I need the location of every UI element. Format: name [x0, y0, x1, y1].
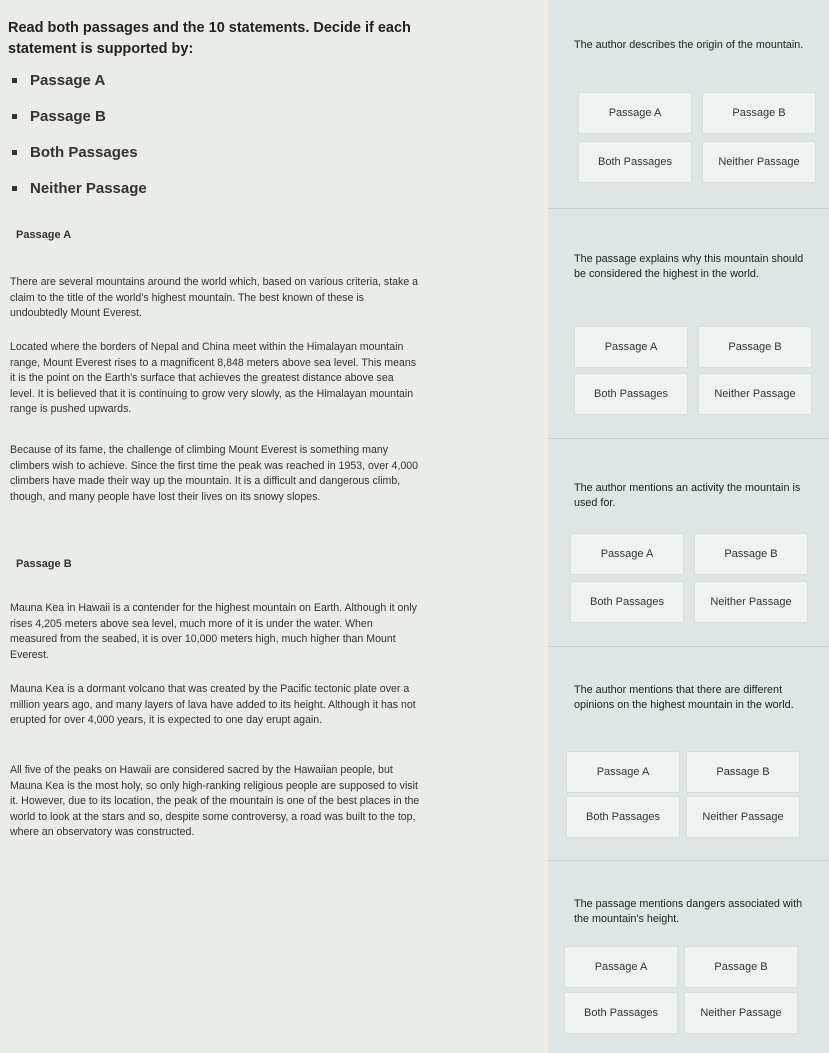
answer-passage-a-button[interactable]: Passage A [574, 326, 688, 368]
passage-b-paragraph: Mauna Kea is a dormant volcano that was created by the Pacific tectonic plate over a million years ago, and many layers of lava have added to its height. Although it has not erupted for over 4,000 years, it is expected to one day erupt again. [10, 683, 416, 727]
option-label: Passage B [30, 107, 106, 125]
passage-b-paragraph: All five of the peaks on Hawaii are considered sacred by the Hawaiian people, but Mauna Kea is the most holy, so only high-ranking religious people are supposed to visit it. However, due to its location, the peak of the mountain is one of the best places in the world to look at the stars and so, despite some controversy, a road was built to the top, where an observatory was constructed. [10, 764, 420, 839]
question-text: The author mentions that there are different opinions on the highest mountain in the world. [574, 684, 794, 711]
option-item [12, 98, 147, 134]
answer-passage-a-button[interactable]: Passage A [564, 946, 678, 988]
answer-both-passages-button[interactable]: Both Passages [578, 141, 692, 183]
question-text: The author mentions an activity the mountain is used for. [574, 482, 801, 509]
option-label: Passage A [30, 71, 106, 89]
answer-neither-passage-button[interactable]: Neither Passage [684, 992, 798, 1034]
bullet-icon [12, 78, 17, 83]
answer-both-passages-button[interactable]: Both Passages [566, 796, 680, 838]
question-divider [548, 438, 829, 439]
option-label: Neither Passage [30, 179, 147, 197]
question-card [556, 252, 818, 281]
option-item [12, 170, 147, 206]
bullet-icon [12, 150, 17, 155]
answer-passage-b-button[interactable]: Passage B [698, 326, 812, 368]
answer-passage-b-button[interactable]: Passage B [694, 533, 808, 575]
answer-passage-b-button[interactable]: Passage B [684, 946, 798, 988]
question-text: The author describes the origin of the mountain. [574, 39, 804, 51]
passage-a-paragraph: Because of its fame, the challenge of climbing Mount Everest is something many climbers wish to achieve. Since the first time the peak was reached in 1953, over 4,000 climbers have made their way up the mountain. It is a difficult and dangerous climb, though, and many people have lost their lives on its snowy slopes. [10, 444, 419, 503]
bullet-icon [12, 186, 17, 191]
question-card [556, 897, 818, 926]
option-label: Both Passages [30, 143, 138, 161]
passage-a-paragraph: Located where the borders of Nepal and China meet within the Himalayan mountain range, Mount Everest rises to a magnificent 8,848 meters above sea level. This means it is the point on the Earth's surface that achieves the greatest distance above sea level. It is believed that it is continuing to grow very slowly, as the Himalayan mountain range is pushed upwards. [10, 341, 417, 416]
answer-neither-passage-button[interactable]: Neither Passage [694, 581, 808, 623]
answer-neither-passage-button[interactable]: Neither Passage [702, 141, 816, 183]
answer-passage-a-button[interactable]: Passage A [570, 533, 684, 575]
question-divider [548, 208, 829, 209]
question-card [556, 38, 818, 53]
answer-both-passages-button[interactable]: Both Passages [570, 581, 684, 623]
question-text: The passage mentions dangers associated with the mountain's height. [574, 898, 803, 925]
answer-passage-a-button[interactable]: Passage A [578, 92, 692, 134]
option-item [12, 134, 147, 170]
questions-panel [548, 0, 829, 1053]
question-divider [548, 860, 829, 861]
answer-both-passages-button[interactable]: Both Passages [564, 992, 678, 1034]
answer-neither-passage-button[interactable]: Neither Passage [698, 373, 812, 415]
answer-passage-b-button[interactable]: Passage B [702, 92, 816, 134]
answer-neither-passage-button[interactable]: Neither Passage [686, 796, 800, 838]
passage-a-paragraph: There are several mountains around the world which, based on various criteria, stake a claim to the title of the world's highest mountain. The best known of these is undoubtedly Mount Everest. [10, 276, 419, 320]
question-text: The passage explains why this mountain should be considered the highest in the world. [574, 253, 804, 280]
answer-passage-a-button[interactable]: Passage A [566, 751, 680, 793]
bullet-icon [12, 114, 17, 119]
question-card [556, 481, 818, 510]
answer-both-passages-button[interactable]: Both Passages [574, 373, 688, 415]
question-divider [548, 646, 829, 647]
answer-options-list [12, 62, 147, 206]
passage-b-paragraph: Mauna Kea in Hawaii is a contender for the highest mountain on Earth. Although it only rises 4,205 meters above sea level, much more of it is under the water. When measured from the seabed, it is over 10,000 meters high, much higher than Mount Everest. [10, 602, 417, 661]
question-card [556, 683, 818, 712]
passage-b-title: Passage B [16, 558, 72, 570]
option-item [12, 62, 147, 98]
answer-passage-b-button[interactable]: Passage B [686, 751, 800, 793]
passage-a-title: Passage A [16, 229, 72, 241]
instructions: Read both passages and the 10 statements. Decide if each statement is supported by: [8, 20, 411, 57]
